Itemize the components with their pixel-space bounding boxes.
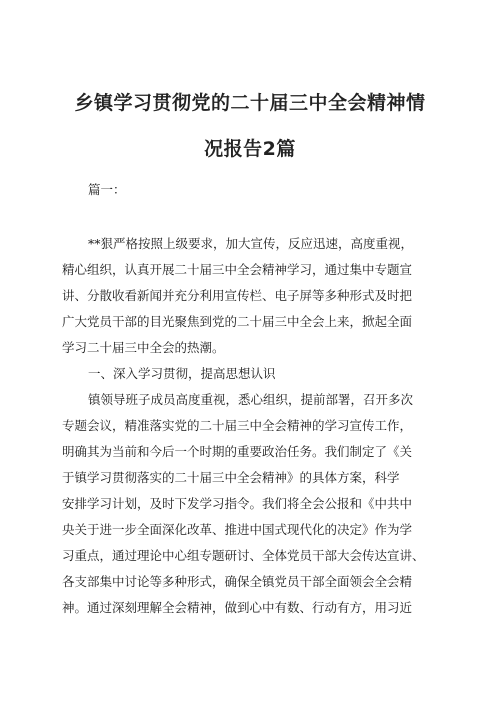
paragraph-2-line: 神。通过深刻理解全会精神，做到心中有数、行动有方，用习近 [62, 600, 413, 615]
paragraph-2-line: 央关于进一步全面深化改革、推进中国式现代化的决定》作为学 [62, 522, 413, 537]
paragraph-2-line: 各支部集中讨论等多种形式，确保全镇党员干部全面领会全会精 [62, 574, 413, 589]
paragraph-2-line: 镇领导班子成员高度重视，悉心组织，提前部署，召开多次 [88, 392, 414, 407]
section-heading: 一、深入学习贯彻，提高思想认识 [88, 366, 276, 381]
paragraph-1-line: 广大党员干部的目光聚焦到党的二十届三中全会上来，掀起全面 [62, 314, 413, 329]
paragraph-1-line: **狠严格按照上级要求，加大宣传，反应迅速，高度重视， [88, 236, 414, 251]
paragraph-1-line: 精心组织，认真开展二十届三中全会精神学习，通过集中专题宣 [62, 262, 413, 277]
paragraph-2-line: 专题会议，精准落实党的二十届三中全会精神的学习宣传工作， [62, 418, 413, 433]
paragraph-2-line: 明确其为当前和今后一个时期的重要政治任务。我们制定了《关 [62, 444, 413, 459]
paragraph-1-line: 讲、分散收看新闻并充分利用宣传栏、电子屏等多种形式及时把 [62, 288, 413, 303]
document-title-line-1: 乡镇学习贯彻党的二十届三中全会精神情 [74, 92, 426, 114]
paragraph-2-line: 安排学习计划，及时下发学习指令。我们将全会公报和《中共中 [62, 496, 413, 511]
section-label: 篇一： [88, 182, 126, 197]
paragraph-1-line: 学习二十届三中全会的热潮。 [62, 340, 225, 355]
document-title-line-2: 况报告2篇 [204, 138, 296, 160]
paragraph-2-line: 习重点，通过理论中心组专题研讨、全体党员干部大会传达宣讲、 [62, 548, 425, 563]
paragraph-2-line: 于镇学习贯彻落实的二十届三中全会精神》的具体方案，科学 [62, 470, 400, 485]
